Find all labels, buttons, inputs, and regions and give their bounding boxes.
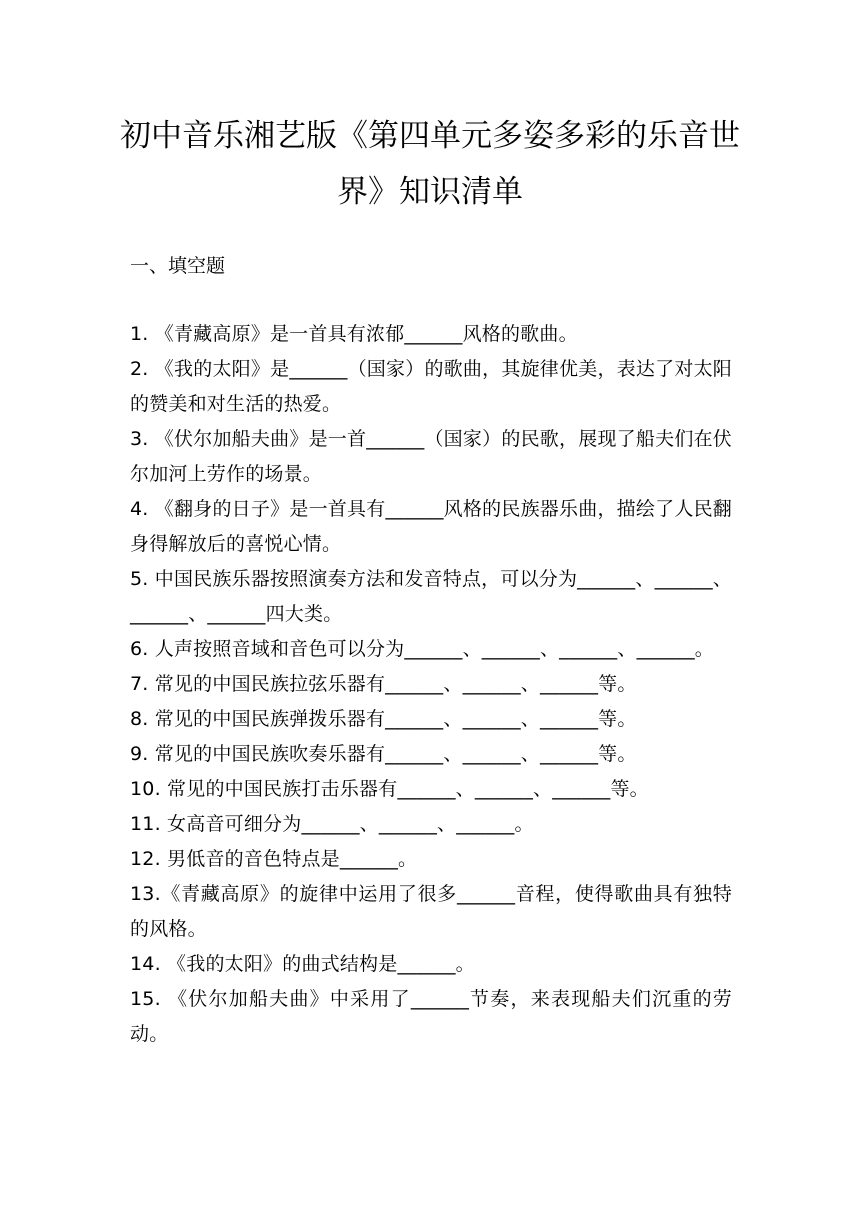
question-item-5: 5. 中国民族乐器按照演奏方法和发音特点，可以分为______、______、______、______四大类。 bbox=[130, 568, 732, 625]
question-item-11: 11. 女高音可细分为______、______、______。 bbox=[130, 813, 534, 835]
question-item-10: 10. 常见的中国民族打击乐器有______、______、______等。 bbox=[130, 778, 649, 800]
question-item-14: 14. 《我的太阳》的曲式结构是______。 bbox=[130, 953, 475, 975]
section-heading: 一、填空题 bbox=[130, 255, 226, 277]
question-item-6: 6. 人声按照音域和音色可以分为______、______、______、______。 bbox=[130, 638, 714, 660]
question-item-8: 8. 常见的中国民族弹拨乐器有______、______、______等。 bbox=[130, 708, 637, 730]
question-item-12: 12. 男低音的音色特点是______。 bbox=[130, 848, 418, 870]
question-item-7: 7. 常见的中国民族拉弦乐器有______、______、______等。 bbox=[130, 673, 637, 695]
question-list bbox=[130, 317, 732, 1052]
question-item-1: 1. 《青藏高原》是一首具有浓郁______风格的歌曲。 bbox=[130, 323, 578, 345]
question-item-9: 9. 常见的中国民族吹奏乐器有______、______、______等。 bbox=[130, 743, 637, 765]
question-item-4: 4. 《翻身的日子》是一首具有______风格的民族器乐曲，描绘了人民翻身得解放后的喜悦心情。 bbox=[130, 498, 732, 555]
question-item-13: 13.《青藏高原》的旋律中运用了很多______音程，使得歌曲具有独特的风格。 bbox=[130, 883, 732, 940]
document-title: 初中音乐湘艺版《第四单元多姿多彩的乐音世界》知识清单 bbox=[120, 118, 740, 210]
question-item-15: 15. 《伏尔加船夫曲》中采用了______节奏，来表现船夫们沉重的劳动。 bbox=[130, 988, 732, 1045]
question-item-3: 3. 《伏尔加船夫曲》是一首______（国家）的民歌，展现了船夫们在伏尔加河上劳作的场景。 bbox=[130, 428, 732, 485]
question-item-2: 2. 《我的太阳》是______（国家）的歌曲，其旋律优美，表达了对太阳的赞美和对生活的热爱。 bbox=[130, 358, 732, 415]
